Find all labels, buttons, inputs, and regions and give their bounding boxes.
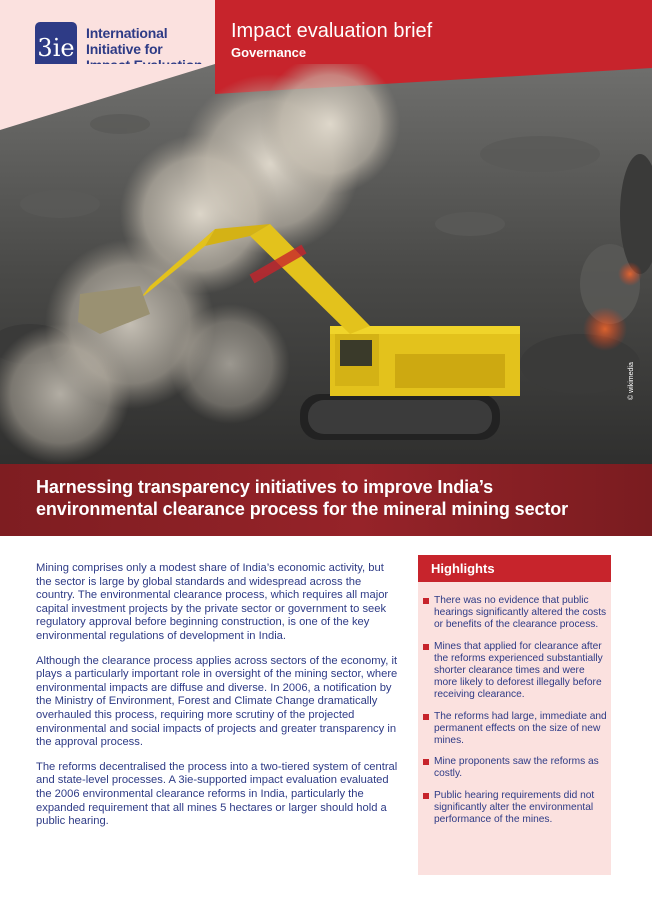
brief-headline [36,476,636,520]
highlights-title: Highlights [431,561,495,576]
brief-headline-line: Harnessing transparency initiatives to improve India’s [36,477,494,497]
highlight-item: Mine proponents saw the reforms as costly. [423,756,608,780]
highlight-item: The reforms had large, immediate and permanent effects on the size of new mines. [423,711,608,748]
body-paragraph: Although the clearance process applies across sectors of the economy, it plays a particularly important role in oversight of the mining sector, where environmental impacts are diffuse and diverse. In 2006, a notification by the Ministry of Environment, Forest and Climate Change dramatically overhauled this process, requiring more scrutiny of the projected environmental and social impacts of projects and greater transparency in the approval process. [36,654,398,749]
highlight-item: There was no evidence that public hearings significantly altered the costs or benefits of the clearance process. [423,595,608,632]
mining-excavator-photo [0,64,652,474]
highlights-list [423,595,608,835]
organization-name-line: Initiative for [86,41,163,57]
brief-category: Governance [231,45,307,60]
body-paragraph: The reforms decentralised the process into a two-tiered system of central and state-level processes. A 3ie-supported impact evaluation evaluated the 2006 environmental clearance reforms in India, particularly the expanded requirement that all mines 5 hectares or larger should hold a public hearing. [36,760,398,828]
highlight-item: Mines that applied for clearance after the reforms experienced substantially shorter clearance times and were more likely to deforest illegally before receiving clearance. [423,641,608,702]
brief-title: Impact evaluation brief [231,20,433,42]
organization-name-line: International [86,25,168,41]
3ie-logo-mark: 3ie [35,22,77,74]
brief-headline-line: environmental clearance process for the mineral mining sector [36,499,569,519]
mining-scene-illustration [0,64,652,474]
highlight-item: Public hearing requirements did not significantly alter the environmental performance of the mines. [423,790,608,827]
photo-credit: © wikimedia [628,362,635,400]
body-paragraph: Mining comprises only a modest share of India’s economic activity, but the sector is large by global standards and widespread across the country. The environmental clearance process, which requires all major capital investment projects by the private sector or government to seek regulatory approval before beginning construction, is one of the key environmental regulations of development in India. [36,562,389,642]
main-body-text [36,562,398,840]
